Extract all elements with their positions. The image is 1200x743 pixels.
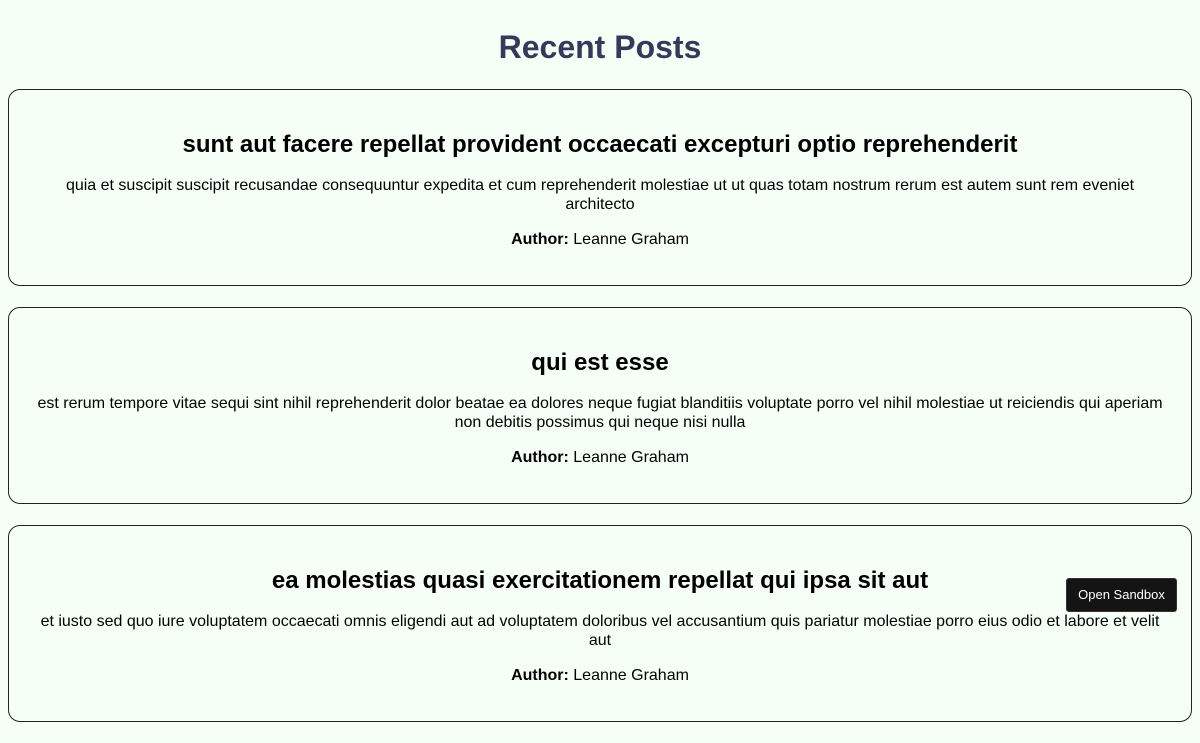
open-sandbox-button[interactable]: Open Sandbox xyxy=(1066,578,1177,612)
post-title: qui est esse xyxy=(531,349,669,376)
post-card xyxy=(8,89,1192,286)
post-title: ea molestias quasi exercitationem repellat qui ipsa sit aut xyxy=(271,567,929,594)
post-list xyxy=(8,89,1192,743)
author-label: Author: xyxy=(511,231,569,248)
author-name: Leanne Graham xyxy=(573,231,689,248)
author-name: Leanne Graham xyxy=(573,449,689,466)
post-body: est rerum tempore vitae sequi sint nihil reprehenderit dolor beatae ea dolores neque fugiat blanditiis voluptate porro vel nihil molestiae ut reiciendis qui aperiam non debitis possimus qui neque nisi nulla xyxy=(37,395,1163,431)
post-author xyxy=(37,448,1163,503)
post-body: quia et suscipit suscipit recusandae consequuntur expedita et cum reprehenderit molestiae ut ut quas totam nostrum rerum est autem sunt rem eveniet architecto xyxy=(65,177,1135,213)
post-card xyxy=(8,307,1192,504)
post-body: et iusto sed quo iure voluptatem occaecati omnis eligendi aut ad voluptatem doloribus vel accusantium quis pariatur molestiae porro eius odio et labore et velit aut xyxy=(40,613,1160,649)
post-card xyxy=(8,525,1192,722)
post-title: sunt aut facere repellat provident occaecati excepturi optio reprehenderit xyxy=(182,131,1018,158)
author-label: Author: xyxy=(511,667,569,684)
author-name: Leanne Graham xyxy=(573,667,689,684)
post-author xyxy=(37,666,1163,721)
post-author xyxy=(37,230,1163,285)
author-label: Author: xyxy=(511,449,569,466)
page-title: Recent Posts xyxy=(498,29,702,65)
